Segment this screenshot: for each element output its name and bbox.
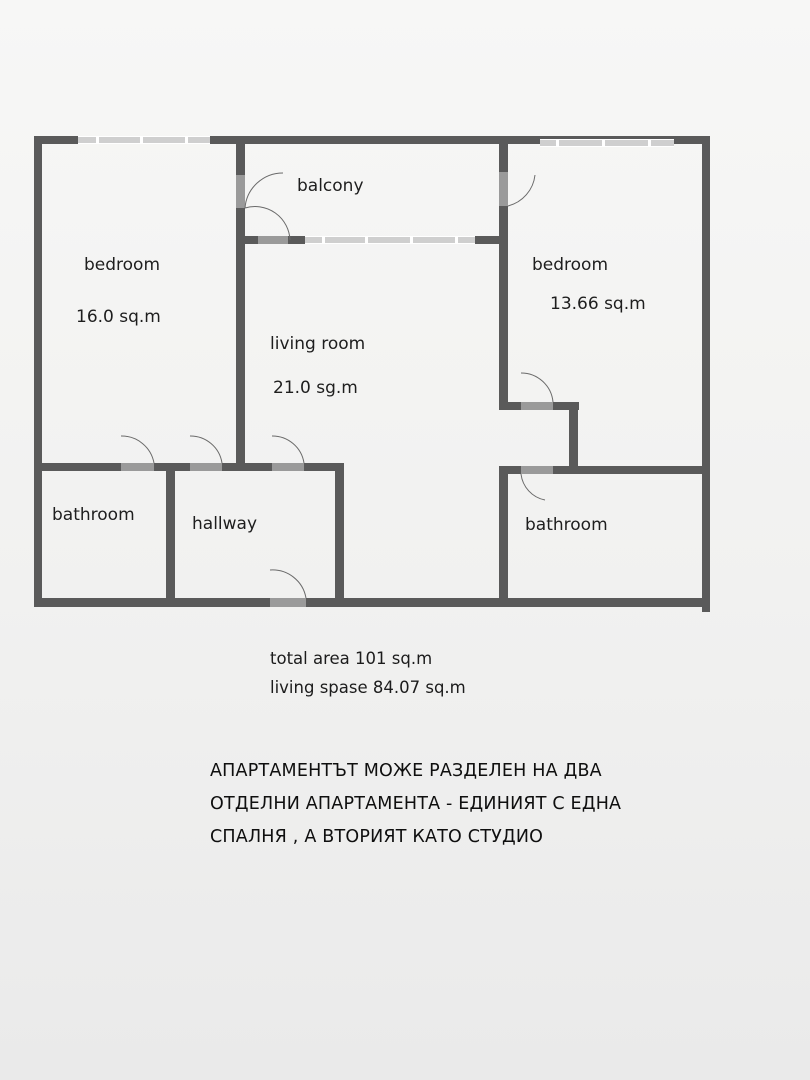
window-left-bedroom (78, 136, 210, 144)
note-line-2: ОТДЕЛНИ АПАРТАМЕНТА - ЕДИНИЯТ С ЕДНА (210, 794, 622, 814)
label-bathroom-left: bathroom (52, 505, 135, 525)
label-bedroom-left: bedroom (84, 255, 161, 275)
door-entrance (270, 570, 306, 607)
window-right-bedroom (540, 139, 674, 147)
living-space: living spase 84.07 sq.m (270, 678, 466, 697)
door-living-balcony (258, 236, 288, 244)
walls (34, 136, 710, 612)
label-hallway: hallway (192, 514, 258, 534)
area-bedroom-left: 16.0 sq.m (76, 307, 161, 327)
area-bedroom-right: 13.66 sq.m (550, 294, 646, 314)
total-area: total area 101 sq.m (270, 649, 433, 668)
label-living-room: living room (270, 334, 366, 354)
label-balcony: balcony (297, 176, 364, 196)
label-bathroom-right: bathroom (525, 515, 608, 535)
note-line-1: АПАРТАМЕНТЪТ МОЖЕ РАЗДЕЛЕН НА ДВА (210, 761, 602, 781)
label-bedroom-right: bedroom (532, 255, 609, 275)
apartment-note (210, 755, 770, 854)
door-living-hallway (272, 436, 304, 471)
note-line-3: СПАЛНЯ , А ВТОРИЯТ КАТО СТУДИО (210, 827, 544, 847)
door-left-bedroom (190, 436, 222, 471)
door-balcony-right (499, 172, 535, 206)
area-summary (270, 644, 466, 702)
door-left-bathroom (121, 436, 154, 471)
door-right-bathroom (521, 466, 553, 500)
door-right-bedroom (521, 373, 553, 410)
window-balcony-living (305, 236, 475, 244)
windows (78, 136, 674, 244)
area-living-room: 21.0 sg.m (273, 378, 358, 398)
